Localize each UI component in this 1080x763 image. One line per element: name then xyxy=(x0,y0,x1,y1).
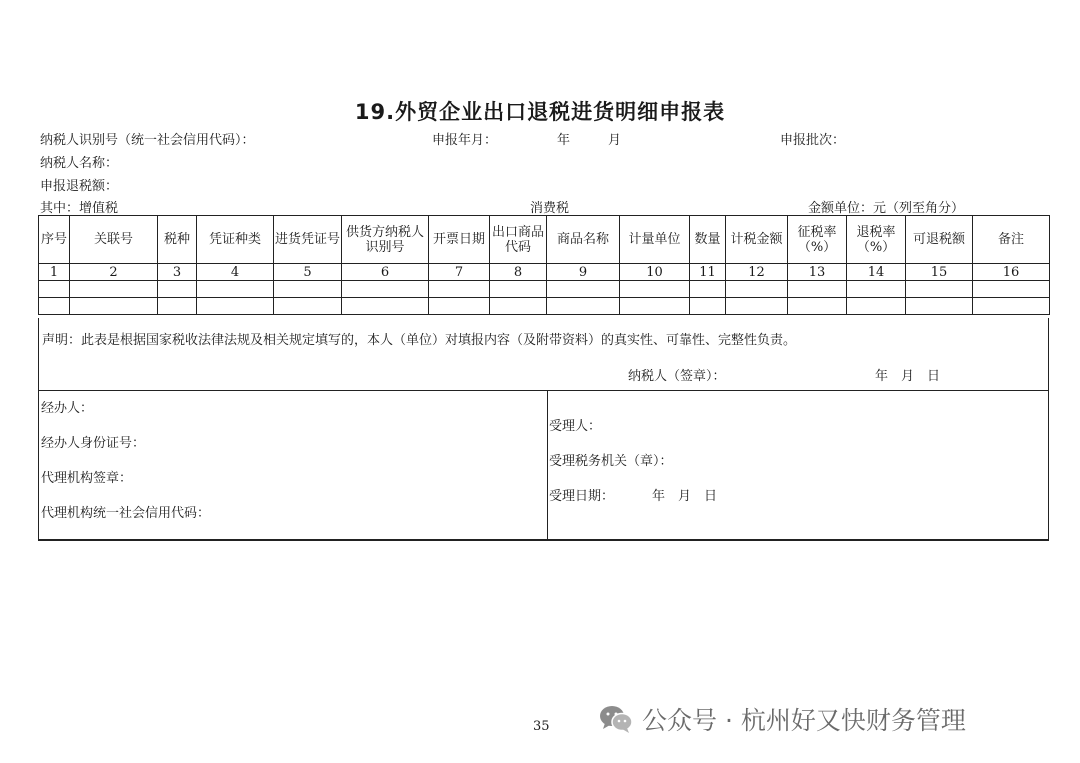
declaration-date-label: 年 月 日 xyxy=(875,369,941,384)
acceptance-box xyxy=(38,390,1049,541)
table-cell[interactable] xyxy=(490,298,547,315)
table-cell[interactable] xyxy=(788,281,847,298)
header-cell: 征税率（%） xyxy=(788,216,847,264)
header-cell: 开票日期 xyxy=(429,216,490,264)
column-number: 1 xyxy=(39,264,70,281)
receive-date-value: 年 月 日 xyxy=(652,489,718,504)
table-cell[interactable] xyxy=(847,298,906,315)
detail-table xyxy=(38,215,1050,315)
table-cell[interactable] xyxy=(620,281,690,298)
header-cell: 可退税额 xyxy=(906,216,973,264)
table-cell[interactable] xyxy=(197,281,274,298)
table-cell[interactable] xyxy=(906,281,973,298)
consumption-tax-label: 消费税 xyxy=(530,201,570,216)
table-cell[interactable] xyxy=(429,298,490,315)
table-cell[interactable] xyxy=(342,298,429,315)
table-cell[interactable] xyxy=(70,281,158,298)
table-cell[interactable] xyxy=(39,298,70,315)
watermark-text: 公众号 · 杭州好又快财务管理 xyxy=(642,706,966,735)
table-cell[interactable] xyxy=(274,281,342,298)
table-cell[interactable] xyxy=(547,298,620,315)
batch-label: 申报批次： xyxy=(780,133,846,148)
column-number: 6 xyxy=(342,264,429,281)
table-cell[interactable] xyxy=(788,298,847,315)
table-cell[interactable] xyxy=(690,298,726,315)
vat-label: 其中：增值税 xyxy=(40,201,119,216)
header-cell: 计税金额 xyxy=(726,216,788,264)
header-cell: 退税率（%） xyxy=(847,216,906,264)
agency-credit-code-label: 代理机构统一社会信用代码： xyxy=(41,506,211,521)
table-cell[interactable] xyxy=(274,298,342,315)
table-header-row xyxy=(39,216,1050,264)
header-cell: 关联号 xyxy=(70,216,158,264)
report-month-label: 申报年月： xyxy=(432,133,498,148)
column-number: 14 xyxy=(847,264,906,281)
column-number: 13 xyxy=(788,264,847,281)
header-cell: 序号 xyxy=(39,216,70,264)
header-cell: 供货方纳税人识别号 xyxy=(342,216,429,264)
table-row xyxy=(39,281,1050,298)
column-number: 4 xyxy=(197,264,274,281)
declaration-text: 声明：此表是根据国家税收法律法规及相关规定填写的，本人（单位）对填报内容（及附带资料）的真实性、可靠性、完整性负责。 xyxy=(42,333,797,348)
table-cell[interactable] xyxy=(726,298,788,315)
column-number: 10 xyxy=(620,264,690,281)
page-title: 19.外贸企业出口退税进货明细申报表 xyxy=(354,100,726,124)
handler-id-label: 经办人身份证号： xyxy=(41,436,146,451)
table-cell[interactable] xyxy=(39,281,70,298)
table-cell[interactable] xyxy=(197,298,274,315)
table-cell[interactable] xyxy=(70,298,158,315)
handler-label: 经办人： xyxy=(41,401,94,416)
refund-amount-label: 申报退税额： xyxy=(40,179,119,194)
table-row xyxy=(39,298,1050,315)
column-number-row xyxy=(39,264,1050,281)
taxpayer-id-label: 纳税人识别号（统一社会信用代码）： xyxy=(40,133,255,148)
tax-authority-label: 受理税务机关（章）： xyxy=(549,454,673,469)
receiver-label: 受理人： xyxy=(549,419,602,434)
declaration-box xyxy=(38,318,1049,391)
page-number: 35 xyxy=(533,719,550,734)
table-cell[interactable] xyxy=(973,298,1050,315)
table-cell[interactable] xyxy=(490,281,547,298)
table-cell[interactable] xyxy=(620,298,690,315)
header-cell: 计量单位 xyxy=(620,216,690,264)
taxpayer-signature-label: 纳税人（签章）： xyxy=(628,369,726,384)
column-divider xyxy=(547,391,548,539)
column-number: 2 xyxy=(70,264,158,281)
header-cell: 凭证种类 xyxy=(197,216,274,264)
header-cell: 数量 xyxy=(690,216,726,264)
month-label: 月 xyxy=(608,133,622,148)
taxpayer-name-label: 纳税人名称： xyxy=(40,156,119,171)
column-number: 7 xyxy=(429,264,490,281)
column-number: 16 xyxy=(973,264,1050,281)
column-number: 5 xyxy=(274,264,342,281)
header-cell: 备注 xyxy=(973,216,1050,264)
table-cell[interactable] xyxy=(906,298,973,315)
table-cell[interactable] xyxy=(158,281,197,298)
header-cell: 出口商品代码 xyxy=(490,216,547,264)
table-cell[interactable] xyxy=(429,281,490,298)
column-number: 8 xyxy=(490,264,547,281)
watermark xyxy=(598,701,966,737)
wechat-icon xyxy=(598,704,634,734)
table-cell[interactable] xyxy=(547,281,620,298)
header-cell: 进货凭证号 xyxy=(274,216,342,264)
column-number: 9 xyxy=(547,264,620,281)
column-number: 3 xyxy=(158,264,197,281)
year-label: 年 xyxy=(557,133,571,148)
column-number: 15 xyxy=(906,264,973,281)
agency-seal-label: 代理机构签章： xyxy=(41,471,133,486)
amount-unit-label: 金额单位：元（列至角分） xyxy=(808,201,965,216)
table-cell[interactable] xyxy=(847,281,906,298)
table-cell[interactable] xyxy=(342,281,429,298)
table-cell[interactable] xyxy=(973,281,1050,298)
table-cell[interactable] xyxy=(726,281,788,298)
column-number: 11 xyxy=(690,264,726,281)
table-cell[interactable] xyxy=(158,298,197,315)
header-cell: 商品名称 xyxy=(547,216,620,264)
header-cell: 税种 xyxy=(158,216,197,264)
table-cell[interactable] xyxy=(690,281,726,298)
column-number: 12 xyxy=(726,264,788,281)
receive-date-label: 受理日期： xyxy=(549,489,615,504)
